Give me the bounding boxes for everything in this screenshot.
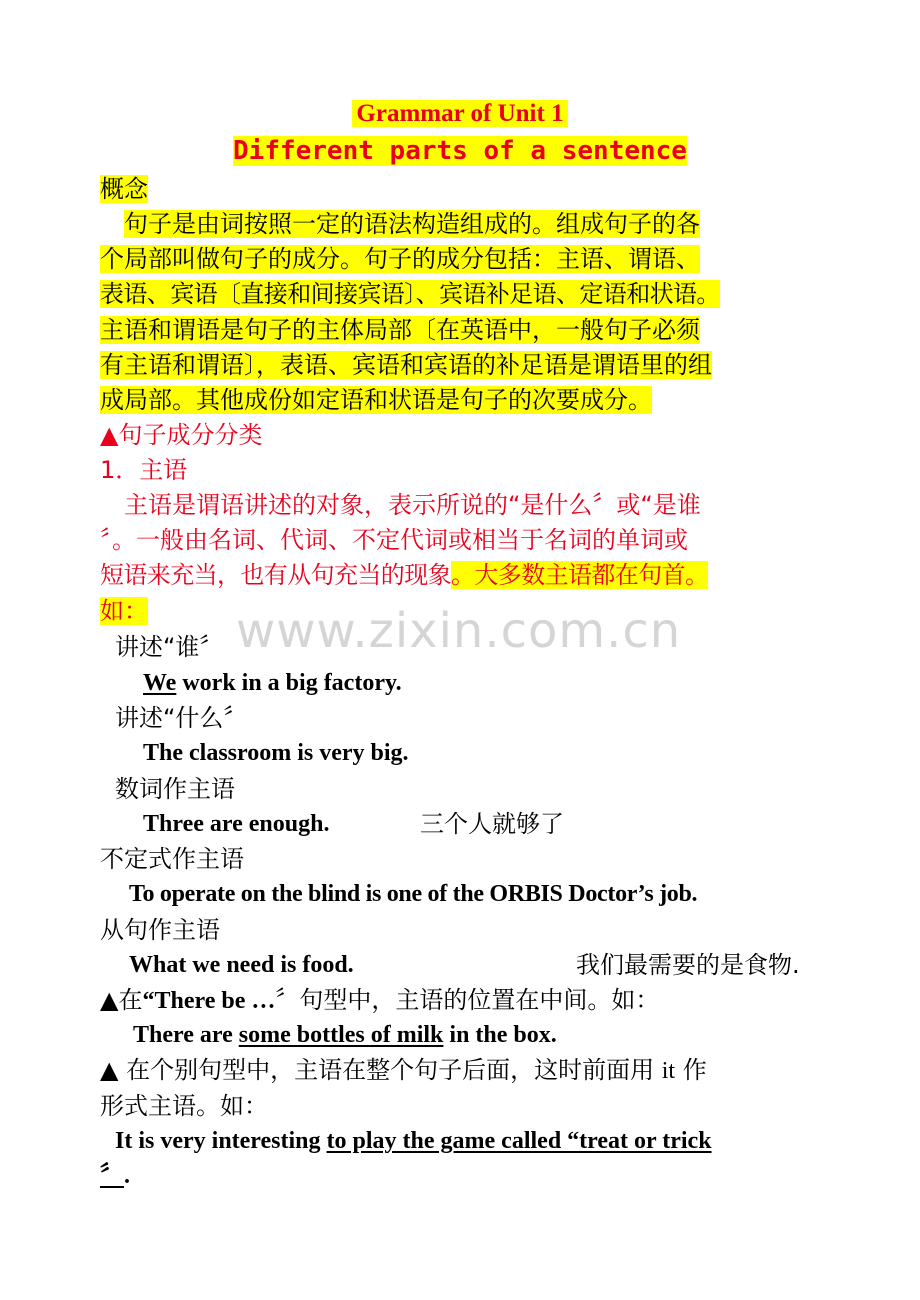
there-be-note: ▲在“There be …〞句型中，主语的位置在中间。如： [100, 986, 660, 1014]
classification-heading: ▲句子成分分类 [100, 421, 263, 449]
example-sentence-what: The classroom is very big. [143, 740, 409, 766]
there-be-example: There are some bottles of milk in the box. [133, 1022, 557, 1048]
example-sentence-infinitive: To operate on the blind is one of the ORBIS Doctor’s job. [129, 881, 698, 907]
section1-line: 如： [100, 596, 148, 625]
concept-line: 句子是由词按照一定的语法构造组成的。组成句子的各 [124, 210, 700, 238]
watermark: www.zixin.com.cn [236, 603, 682, 659]
document-title: Grammar of Unit 1 [100, 100, 820, 128]
example-sentence-who: We work in a big factory. [143, 670, 402, 696]
concept-line: 成局部。其他成份如定语和状语是句子的次要成分。 [100, 386, 652, 415]
it-subject-note-line1: ▲ 在个别句型中，主语在整个句子后面，这时前面用 it 作 [100, 1056, 707, 1084]
it-subject-example-continued: 〞. [100, 1163, 130, 1189]
example-label-numeral: 数词作主语 [115, 775, 235, 803]
section1-line: 主语是谓语讲述的对象，表示所说的“是什么〞或“是谁 [124, 491, 701, 519]
concept-paragraph [100, 207, 720, 418]
document-subtitle: Different parts of a sentence [233, 136, 687, 166]
section1-line: 短语来充当，也有从句充当的现象。大多数主语都在句首。 [100, 561, 709, 590]
example-label-infinitive: 不定式作主语 [100, 845, 244, 873]
concept-line: 表语、宾语〔直接和间接宾语〕、宾语补足语、定语和状语。 [100, 280, 720, 309]
example-translation-numeral: 三个人就够了 [420, 810, 564, 838]
example-sentence-clause: What we need is food. [129, 952, 354, 978]
example-label-what: 讲述“什么〞 [115, 704, 248, 732]
example-translation-clause: 我们最需要的是食物. [576, 951, 800, 979]
section1-heading: 1．主语 [100, 456, 188, 484]
concept-line: 有主语和谓语〕，表语、宾语和宾语的补足语是谓语里的组 [100, 350, 712, 379]
section1-line: 〞。一般由名词、代词、不定代词或相当于名词的单词或 [100, 526, 688, 555]
example-label-who: 讲述“谁〞 [115, 633, 224, 661]
concept-heading: 概念 [100, 175, 148, 203]
it-subject-note-line2: 形式主语。如： [100, 1092, 268, 1120]
example-sentence-numeral: Three are enough. [143, 811, 330, 837]
concept-line: 个局部叫做句子的成分。句子的成分包括：主语、谓语、 [100, 245, 700, 274]
concept-line: 主语和谓语是句子的主体局部〔在英语中，一般句子必须 [100, 315, 700, 344]
example-label-clause: 从句作主语 [100, 916, 220, 944]
it-subject-example: It is very interesting to play the game called “treat or trick [115, 1128, 712, 1154]
